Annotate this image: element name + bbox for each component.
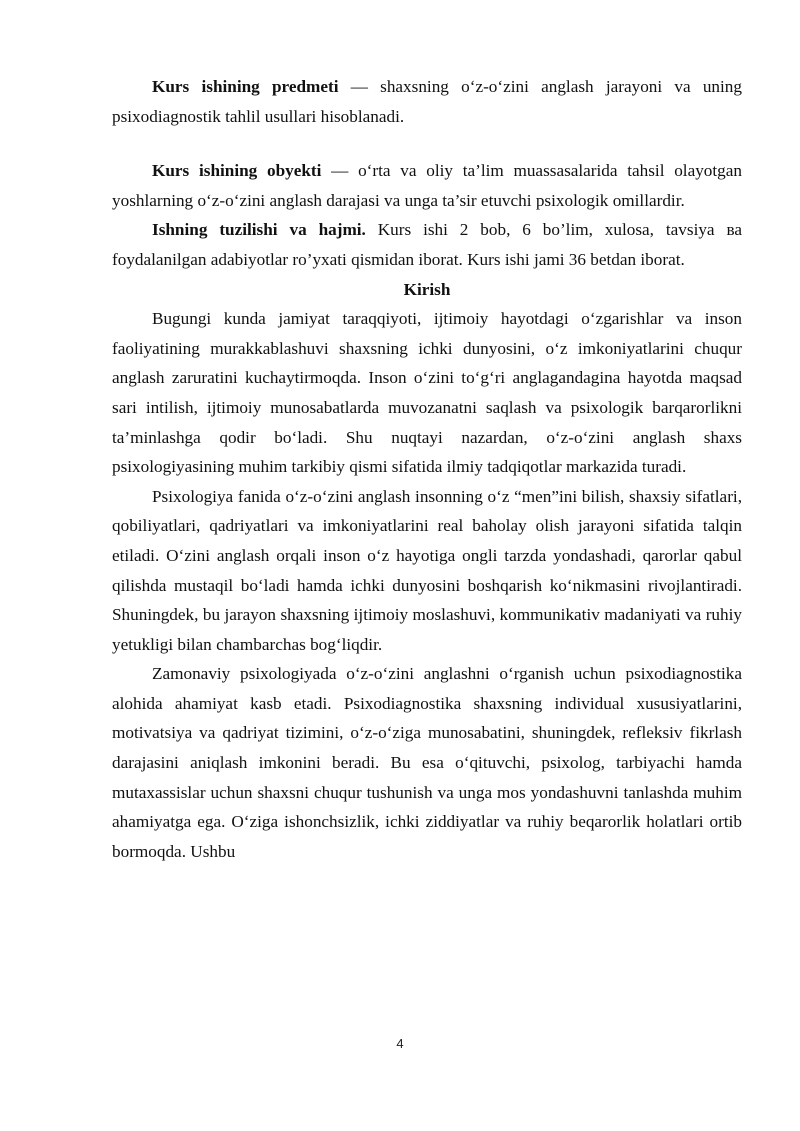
object-paragraph [112, 156, 742, 215]
intro-paragraph-2: Psixologiya fanida o‘z-o‘zini anglash insonning o‘z “men”ini bilish, shaxsiy sifatlari, qobiliyatlari, qadriyatlari va imkoniyatlarini real baholay olish jarayoni sifatida talqin etiladi. O‘zini anglash orqali inson o‘z hayotiga ongli tarzda yondashadi, qarorlar qabul qilishda mustaqil bo‘ladi hamda ichki dunyosini boshqarish ko‘nikmasini rivojlantiradi. Shuningdek, bu jarayon shaxsning ijtimoiy moslashuvi, kommunikativ madaniyati va ruhiy yetukligi bilan chambarchas bog‘liqdir. [112, 486, 742, 654]
structure-text: Kurs ishi 2 bob, 6 bo’lim, xulosa, tavsiya ва foydalanilgan adabiyotlar ro’yxati qismidan iborat. Kurs ishi jami 36 betdan iborat. [112, 220, 742, 269]
subject-paragraph [112, 72, 742, 131]
page-number: 4 [396, 1036, 404, 1051]
structure-lead: Ishning tuzilishi va hajmi. [152, 220, 366, 240]
subject-lead: Kurs ishining predmeti [152, 77, 339, 96]
section-heading: Kirish [403, 279, 451, 299]
intro-paragraph-1: Bugungi kunda jamiyat taraqqiyoti, ijtimoiy hayotdagi o‘zgarishlar va inson faoliyatining murakkablashuvi shaxsning ichki dunyosini, o‘z imkoniyatlarini chuqur anglash zaruratini kuchaytirmoqda. Inson o‘zini to‘g‘ri anglagandagina hayotda maqsad sari intilish, ijtimoiy munosabatlarda muvozanatni saqlash va psixologik barqarorlikni ta’minlashga qodir bo‘ladi. Shu nuqtayi nazardan, o‘z-o‘zini anglash shaxs psixologiyasining muhim tarkibiy qismi sifatida ilmiy tadqiqotlar markazida turadi. [112, 309, 742, 477]
object-lead: Kurs ishining obyekti [152, 161, 322, 181]
subject-text: — shaxsning o‘z-o‘zini anglash jarayoni va uning psixodiagnostik tahlil usullari hisoblanadi. [112, 77, 742, 126]
intro-paragraph-3: Zamonaviy psixologiyada o‘z-o‘zini anglashni o‘rganish uchun psixodiagnostika alohida ahamiyat kasb etadi. Psixodiagnostika shaxsning individual xususiyatlarini, motivatsiya va qadriyat tizimini, o‘z-o‘ziga munosabatini, shuningdek, refleksiv fikrlash darajasini aniqlash imkonini beradi. Bu esa o‘qituvchi, psixolog, tarbiyachi hamda mutaxassislar uchun shaxsni chuqur tushunish va unga mos yondashuvni tanlashda muhim ahamiyatga ega. O‘ziga ishonchsizlik, ichki ziddiyatlar va ruhiy beqarorlik holatlari ortib bormoqda. Ushbu [112, 664, 742, 861]
structure-paragraph [112, 215, 742, 274]
document-page [112, 72, 742, 866]
object-text: — o‘rta va oliy ta’lim muassasalarida tahsil olayotgan yoshlarning o‘z-o‘zini anglash darajasi va unga ta’sir etuvchi psixologik omillardir. [112, 161, 742, 210]
